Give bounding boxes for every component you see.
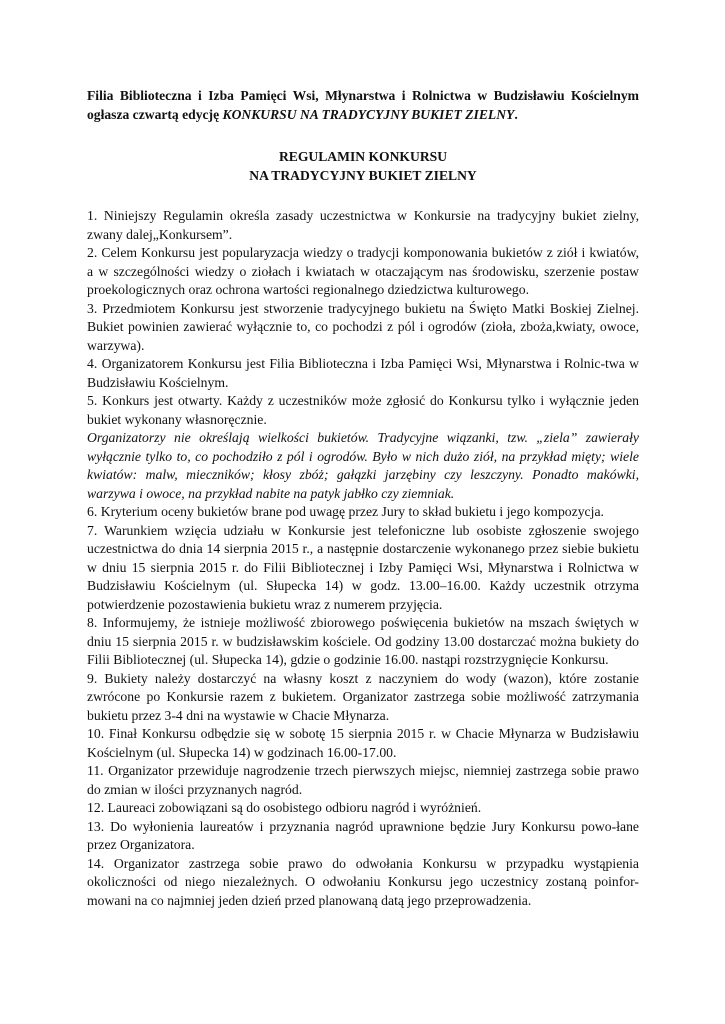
paragraph-7: 7. Warunkiem wzięcia udziału w Konkursie jest telefoniczne lub osobiste zgłoszenie swojego uczestnictwa do dnia 14 sierpnia 2015 r., a następnie dostarczenie wykonanego przez siebie bukietu w dniu 15 sierpnia 2015 r. do Filii Bibliotecznej i Izby Pamięci Wsi, Młynarstwa i Rolnictwa w Budzisławiu Kościelnym (ul. Słupecka 14) w godz. 13.00–16.00. Każdy uczestnik otrzyma potwierdzenie pozostawienia bukietu wraz z numerem przyjęcia. [87, 522, 639, 612]
paragraph-5: 5. Konkurs jest otwarty. Każdy z uczestników może zgłosić do Konkursu tylko i wyłącznie jeden bukiet wykonany własnoręcznie. [87, 393, 639, 427]
intro-end: . [514, 107, 518, 122]
paragraph-5-note: Organizatorzy nie określają wielkości bukietów. Tradycyjne wiązanki, tzw. „ziela” zawierały wyłącznie tylko to, co pochodziło z pól i ogrodów. Było w nich dużo ziół, na przykład mięty; wiele kwiatów: malw, mieczników; kłosy zbóż; gałązki jarzębiny czy leszczyny. Ponadto makówki, warzywa i owoce, na przykład nabite na patyk jabłko czy ziemniak. [87, 430, 639, 501]
paragraph-12: 12. Laureaci zobowiązani są do osobistego odbioru nagród i wyróżnień. [87, 800, 482, 815]
intro-contest-name: KONKURSU NA TRADYCYJNY BUKIET ZIELNY [222, 107, 515, 122]
document-title [87, 147, 639, 185]
document-page [87, 86, 639, 910]
paragraph-6: 6. Kryterium oceny bukietów brane pod uwagę przez Jury to skład bukietu i jego kompozycja. [87, 504, 604, 519]
paragraph-9: 9. Bukiety należy dostarczyć na własny koszt z naczyniem do wody (wazon), które zostanie zwrócone po Konkursie razem z bukietem. Organizator zastrzega sobie możliwość zatrzymania bukietu przez 3-4 dni na wystawie w Chacie Młynarza. [87, 670, 639, 723]
paragraph-2: 2. Celem Konkursu jest popularyzacja wiedzy o tradycji komponowania bukietów z ziół i kwiatów, a w szczególności wiedzy o ziołach i kwiatach w otaczającym nas środowisku, szerzenie postaw proekologicznych oraz ochrona wartości regionalnego dziedzictwa kulturowego. [87, 245, 639, 297]
intro-paragraph [87, 86, 639, 124]
paragraph-11: 11. Organizator przewiduje nagrodzenie trzech pierwszych miejsc, niemniej zastrzega sobie prawo do zmian w ilości przyznanych nagród. [87, 763, 639, 797]
paragraph-3: 3. Przedmiotem Konkursu jest stworzenie tradycyjnego bukietu na Święto Matki Boskiej Zielnej. Bukiet powinien zawierać wyłącznie to, co pochodzi z pól i ogrodów (zioła, zboża,kwiaty, owoce, warzywa). [87, 300, 639, 353]
paragraph-4: 4. Organizatorem Konkursu jest Filia Biblioteczna i Izba Pamięci Wsi, Młynarstwa i Rolnic-twa w Budzisławiu Kościelnym. [87, 356, 639, 390]
paragraph-14: 14. Organizator zastrzega sobie prawo do odwołania Konkursu w przypadku wystąpienia okoliczności od niego niezależnych. O odwołaniu Konkursu jego uczestnicy zostaną poinfor-mowani na co najmniej jeden dzień przed planowaną datą jego przeprowadzenia. [87, 855, 639, 908]
paragraph-1: 1. Niniejszy Regulamin określa zasady uczestnictwa w Konkursie na tradycyjny bukiet zielny, zwany dalej„Konkursem”. [87, 208, 639, 242]
paragraph-8: 8. Informujemy, że istnieje możliwość zbiorowego poświęcenia bukietów na mszach świętych w dniu 15 sierpnia 2015 r. w budzisławskim kościele. Od godziny 13.00 dostarczać można bukiety do Filii Bibliotecznej (ul. Słupecka 14), gdzie o godzinie 16.00. nastąpi rozstrzygnięcie Konkursu. [87, 615, 639, 667]
paragraph-13: 13. Do wyłonienia laureatów i przyznania nagród uprawnione będzie Jury Konkursu powo-łane przez Organizatora. [87, 818, 639, 852]
regulations-body [87, 207, 639, 910]
title-line-2: NA TRADYCYJNY BUKIET ZIELNY [249, 168, 477, 183]
paragraph-10: 10. Finał Konkursu odbędzie się w sobotę 15 sierpnia 2015 r. w Chacie Młynarza w Budzisławiu Kościelnym (ul. Słupecka 14) w godzinach 16.00-17.00. [87, 726, 639, 760]
intro-text: Filia Biblioteczna i Izba Pamięci Wsi, Młynarstwa i Rolnictwa w Budzisławiu Kościelnym ogłasza czwartą edycję [87, 88, 639, 122]
title-line-1: REGULAMIN KONKURSU [278, 149, 448, 164]
